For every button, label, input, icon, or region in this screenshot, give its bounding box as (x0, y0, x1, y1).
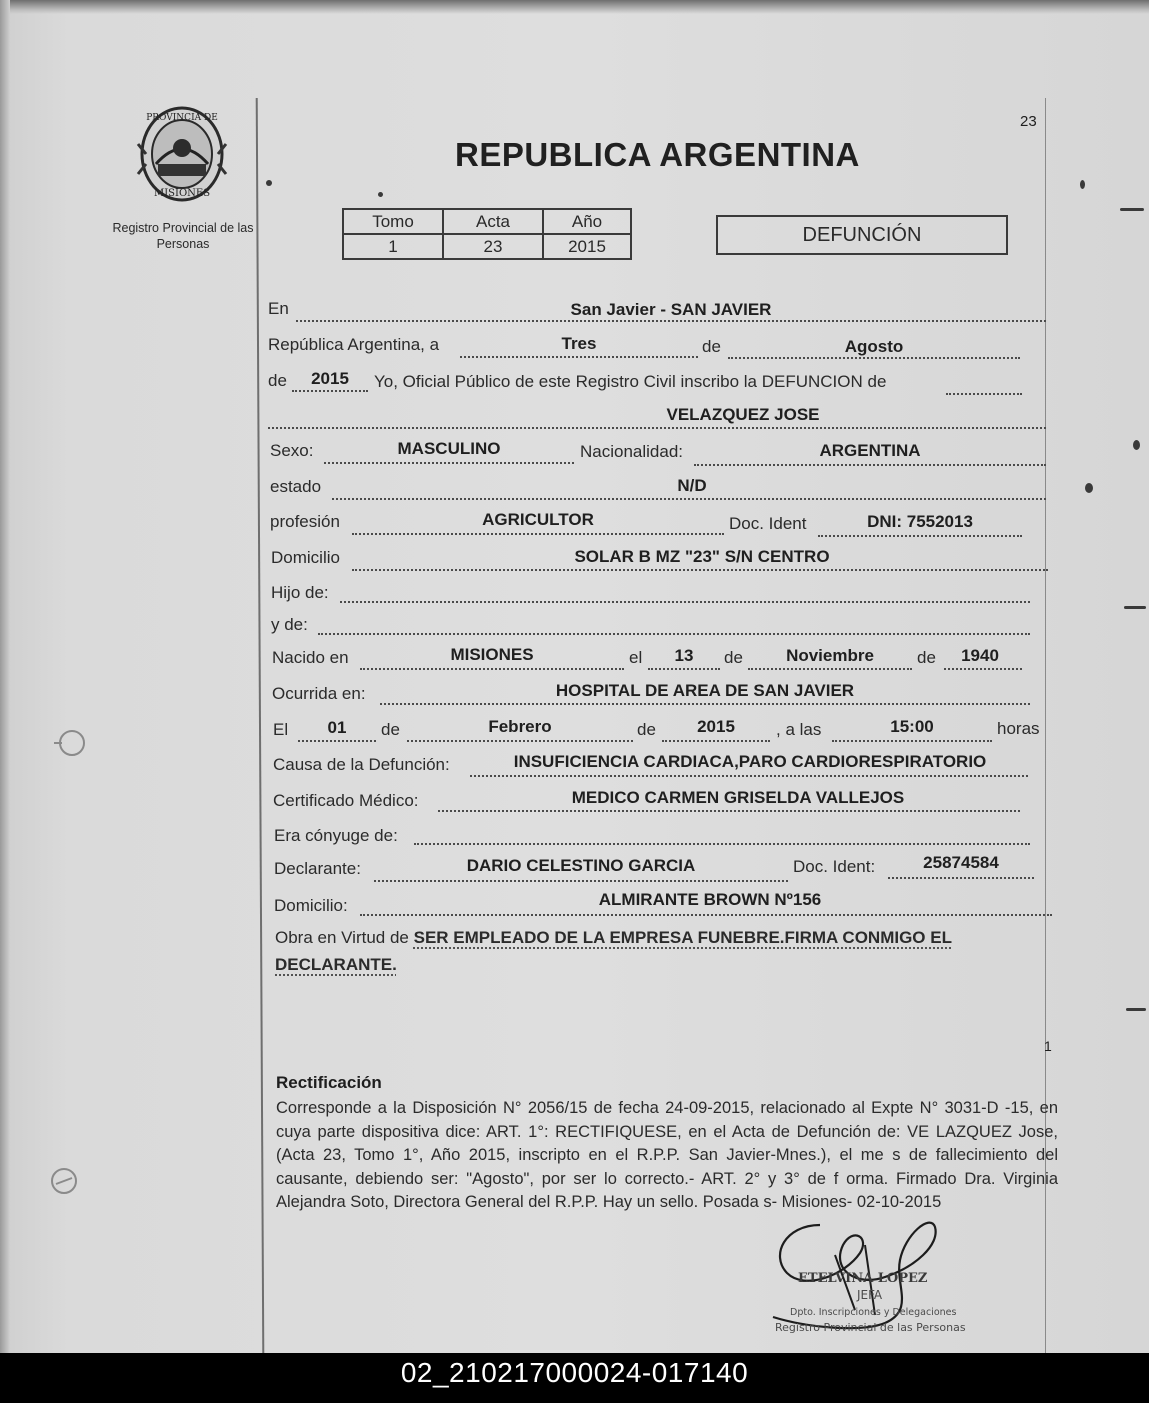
el-label: el (629, 648, 643, 667)
page-number: 23 (1020, 113, 1037, 130)
en-label: En (268, 299, 289, 318)
profesion-label: profesión (270, 512, 340, 531)
fallecido-value: VELAZQUEZ JOSE (666, 405, 820, 424)
record-type-box: DEFUNCIÓN (716, 215, 1008, 255)
domicilio-label: Domicilio (271, 548, 340, 567)
nac-anio-line (944, 668, 1022, 670)
svg-text:ETELVINA LOPEZ: ETELVINA LOPEZ (798, 1271, 928, 1286)
punch-hole-icon (52, 726, 92, 760)
y-de-line (318, 633, 1030, 635)
de-label: de (702, 337, 721, 356)
estado-value: N/D (677, 476, 707, 495)
nacido-en-label: Nacido en (272, 648, 349, 667)
conyuge-line (414, 843, 1030, 845)
nac-de-label: de (724, 648, 743, 667)
mes-line (728, 357, 1020, 359)
obra-line1: SER EMPLEADO DE LA EMPRESA FUNEBRE.FIRMA CONMIGO EL (413, 928, 952, 947)
def-dia-value: 01 (327, 718, 347, 737)
svg-text:Dpto. Inscripciones y Delegaci: Dpto. Inscripciones y Delegaciones (790, 1307, 957, 1318)
profesion-value: AGRICULTOR (482, 510, 594, 529)
scan-speck (1080, 180, 1085, 189)
svg-text:MISIONES: MISIONES (153, 188, 211, 199)
mes-value: Agosto (844, 337, 904, 356)
ocurrida-line (380, 703, 1030, 705)
certificado-value: MEDICO CARMEN GRISELDA VALLEJOS (571, 788, 905, 807)
def-anio-line (662, 740, 770, 742)
acta-value: 23 (443, 234, 543, 259)
causa-label: Causa de la Defunción: (273, 755, 450, 774)
nacionalidad-label: Nacionalidad: (580, 442, 684, 461)
tomo-header: Tomo (343, 209, 443, 234)
causa-line (470, 775, 1028, 777)
hora-value: 15:00 (890, 717, 934, 736)
rectificacion-body: Corresponde a la Disposición N° 2056/15 de fecha 24-09-2015, relacionado al Expte N° 3031-D -15, en cuya parte dispositiva dice: ART. 1°: RECTIFIQUESE, en el Acta de Defunción de: VE LAZQUEZ Jose, (Acta 23, Tomo 1°, Año 2015, inscripto en el R.P.P. San Javier-Mnes.), el me s de fallecimiento del causante, debiendo ser: "Agosto", por ser lo correcto.- ART. 2° y 3° de f orma. Firmado Dra. Virginia Alejandra Soto, Directora General del R.P.P. Hay un sello. Posada s- Misiones- 02-10-2015 (276, 1099, 1058, 1211)
doc-ident-line (818, 535, 1022, 537)
estado-line (332, 498, 1046, 500)
scan-speck (378, 192, 383, 197)
province-seal-icon (136, 104, 228, 208)
nac-dia-value: 13 (674, 646, 694, 665)
scan-speck (266, 180, 272, 186)
inscribo-line (946, 393, 1022, 395)
anio-header: Año (543, 209, 631, 234)
ocurrida-label: Ocurrida en: (272, 684, 366, 703)
doc-ident-label: Doc. Ident (729, 514, 807, 533)
obra-paragraph (275, 924, 1055, 978)
declarante-line (374, 880, 788, 882)
tomo-value: 1 (343, 234, 443, 259)
svg-text:JEFA: JEFA (857, 1288, 883, 1302)
decl-domicilio-value: ALMIRANTE BROWN Nº156 (598, 890, 822, 909)
rectificacion-title: Rectificación (276, 1073, 382, 1092)
sexo-value: MASCULINO (397, 439, 501, 458)
hijo-de-label: Hijo de: (271, 583, 329, 602)
lugar-line (296, 320, 1046, 322)
ocurrida-value: HOSPITAL DE AREA DE SAN JAVIER (555, 681, 855, 700)
svg-text:PROVINCIA DE: PROVINCIA DE (146, 113, 218, 123)
decl-domicilio-label: Domicilio: (274, 896, 348, 915)
de-anio-label: de (268, 371, 287, 390)
nac-mes-line (748, 668, 912, 670)
document-title: REPUBLICA ARGENTINA (455, 136, 860, 173)
domicilio-line (352, 569, 1048, 571)
rectificacion-count: 1 (1044, 1038, 1052, 1054)
hora-line (832, 740, 992, 742)
hijo-de-line (340, 601, 1030, 603)
def-dia-line (298, 740, 376, 742)
anio-line (292, 390, 368, 392)
nac-anio-value: 1940 (961, 646, 999, 665)
nacionalidad-value: ARGENTINA (819, 441, 921, 460)
lugar-value: San Javier - SAN JAVIER (570, 300, 772, 319)
sexo-line (324, 462, 574, 464)
horas-label: horas (997, 719, 1040, 738)
scan-id-footer: 02_210217000024-017140 (0, 1353, 1149, 1403)
left-margin-rule (256, 98, 265, 1353)
scan-speck (1120, 208, 1144, 211)
sexo-label: Sexo: (270, 441, 314, 460)
tomo-acta-table (342, 208, 632, 260)
dia-texto-value: Tres (561, 334, 597, 353)
def-anio-value: 2015 (697, 717, 735, 736)
nacido-en-value: MISIONES (450, 645, 534, 664)
svg-text:Registro Provincial de las Per: Registro Provincial de las Personas (775, 1321, 966, 1334)
def-mes-line (407, 740, 633, 742)
punch-hole-icon (44, 1164, 84, 1198)
conyuge-label: Era cónyuge de: (274, 826, 398, 845)
nac-mes-value: Noviembre (786, 646, 874, 665)
declarante-doc-value: 25874584 (923, 853, 999, 872)
acta-header: Acta (443, 209, 543, 234)
y-de-label: y de: (271, 615, 308, 634)
obra-line2: DECLARANTE. (275, 955, 397, 974)
inscribo-text: Yo, Oficial Público de este Registro Civil inscribo la DEFUNCION de (374, 372, 887, 391)
a-las-label: , a las (776, 720, 822, 739)
def-de2-label: de (637, 720, 656, 739)
republica-label: República Argentina, a (268, 335, 440, 354)
causa-value: INSUFICIENCIA CARDIACA,PARO CARDIORESPIRATORIO (513, 752, 987, 771)
scan-speck (1126, 1008, 1146, 1011)
declarante-doc-label: Doc. Ident: (793, 857, 876, 876)
el-cap-label: El (273, 720, 289, 739)
profesion-line (352, 533, 724, 535)
decl-domicilio-line (360, 914, 1052, 916)
estado-label: estado (270, 477, 322, 496)
declarante-label: Declarante: (274, 859, 361, 878)
official-signature-stamp (765, 1215, 975, 1340)
fallecido-line (268, 427, 1046, 429)
scan-speck (1085, 483, 1093, 493)
obra-label: Obra en Virtud de (275, 928, 409, 947)
anio-value: 2015 (311, 369, 349, 388)
nacido-en-line (360, 668, 624, 670)
scan-top-edge (0, 0, 1149, 14)
registry-label: Registro Provincial de las Personas (112, 221, 254, 251)
def-de-label: de (381, 720, 400, 739)
nac-dia-line (648, 668, 720, 670)
certificado-label: Certificado Médico: (273, 791, 419, 810)
declarante-value: DARIO CELESTINO GARCIA (466, 856, 696, 875)
nac-de2-label: de (917, 648, 936, 667)
scan-left-edge (0, 0, 10, 1353)
certificado-line (438, 810, 1020, 812)
doc-ident-value: DNI: 7552013 (867, 512, 973, 531)
def-mes-value: Febrero (488, 717, 552, 736)
declarante-doc-line (888, 877, 1034, 879)
dia-line (460, 356, 698, 358)
anio-value: 2015 (543, 234, 631, 259)
nacionalidad-line (694, 464, 1046, 466)
domicilio-value: SOLAR B MZ "23" S/N CENTRO (574, 547, 830, 566)
scan-speck (1133, 440, 1140, 450)
scan-speck (1124, 606, 1146, 609)
